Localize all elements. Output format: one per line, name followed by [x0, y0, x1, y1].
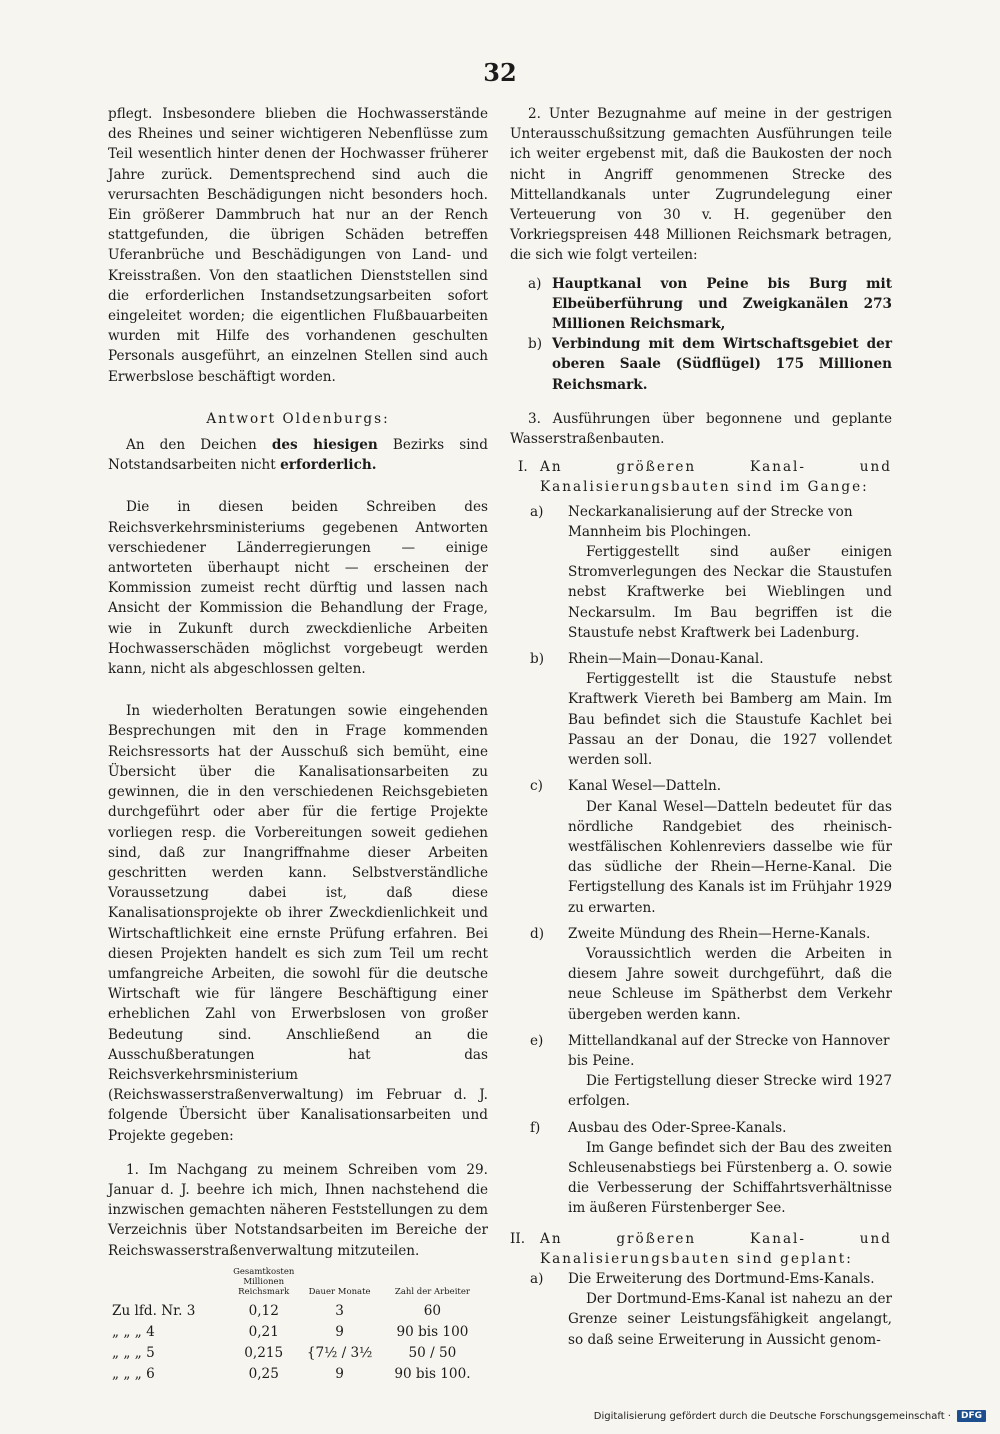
- emphasis-text: erforderlich.: [280, 457, 377, 474]
- dfg-logo: DFG: [957, 1410, 986, 1422]
- section-text: An größeren Kanal- und Kanalisierungsbauten sind geplant:: [540, 1230, 892, 1267]
- list-title: Die Erweiterung des Dortmund-Ems-Kanals.: [568, 1270, 875, 1287]
- table-row: [108, 1364, 488, 1385]
- right-column: [510, 104, 892, 1350]
- list-item: [528, 274, 892, 335]
- table-cell: „ „ „ 4: [112, 1323, 155, 1340]
- table-header-row: [108, 1267, 488, 1301]
- page-number: 32: [483, 58, 517, 87]
- paragraph: [108, 435, 488, 475]
- list-text: Die Fertigstellung dieser Strecke wird 1927 erfolgen.: [568, 1073, 892, 1110]
- table-cell: 90 bis 100.: [394, 1365, 471, 1382]
- table-cell: 50 / 50: [408, 1344, 457, 1361]
- table-cell: 0,215: [244, 1344, 284, 1361]
- list-item: [530, 1031, 892, 1112]
- table-cell: 3: [335, 1302, 344, 1319]
- table-row: [108, 1301, 488, 1322]
- list-text: Im Gange befindet sich der Bau des zweiten Schleusenabstiegs bei Fürstenberg a. O. sowie die Verbesserung der Schiffahrtsverhältnisse im äußeren Fürstenberger See.: [568, 1139, 892, 1217]
- footer: [594, 1408, 986, 1424]
- list-item: [530, 776, 892, 917]
- list-item: [530, 924, 892, 1025]
- paragraph: pflegt. Insbesondere blieben die Hochwasserstände des Rheines und seiner wichtigeren Nebenflüsse zum Teil wesentlich hinter denen der Hochwasser früherer Jahre zurück. Dementsprechend sind auch die verursachten Beschädigungen nicht besonders hoch. Ein größerer Dammbruch hat nur an der Rench stattgefunden, die übrigen Schäden betreffen Uferanbrüche und Beschädigungen von Land- und Kreisstraßen. Von den staatlichen Dienststellen sind die erforderlichen Instandsetzungsarbeiten sofort eingeleitet worden; die eigentlichen Flußbauarbeiten wurden mit Hilfe des vorhandenen geschulten Personals ausgeführt, an einzelnen Stellen sind auch Erwerbslose beschäftigt worden.: [108, 106, 488, 385]
- text-run: An den Deichen: [126, 437, 272, 454]
- list-item: [528, 334, 892, 395]
- list-item: [530, 1269, 892, 1350]
- table-row: [108, 1343, 488, 1364]
- left-column: [108, 104, 488, 1385]
- paragraph: 2. Unter Bezugnahme auf meine in der gestrigen Unterausschußsitzung gemachten Ausführungen teile ich weiter ergebenst mit, daß die Baukosten der noch nicht in Angriff genommenen Strecke des Mittellandkanals unter Zugrundelegung einer Verteuerung von 30 v. H. gegenüber den Vorkriegspreisen 448 Millionen Reichsmark betragen, die sich wie folgt verteilen:: [510, 106, 892, 264]
- section-heading: Antwort Oldenburgs:: [206, 410, 390, 427]
- list-text: Voraussichtlich werden die Arbeiten in diesem Jahre soweit durchgeführt, daß die neue Schleuse im Spätherbst dem Verkehr übergeben werden kann.: [568, 945, 892, 1023]
- list-label: a): [530, 1270, 544, 1287]
- section-I-list: [510, 502, 892, 1219]
- list-label: a): [530, 503, 544, 520]
- table-header: Dauer Monate: [308, 1286, 371, 1297]
- table-cell: {7½ / 3½: [306, 1344, 373, 1361]
- table-cell: 90 bis 100: [396, 1323, 469, 1340]
- list-text: Hauptkanal von Peine bis Burg mit Elbeüberführung und Zweigkanälen 273 Millionen Reichsmark,: [552, 275, 892, 333]
- emphasis-text: des hiesigen: [271, 437, 378, 454]
- list-item: [530, 1118, 892, 1219]
- paragraph: 3. Ausführungen über begonnene und geplante Wasserstraßenbauten.: [510, 410, 892, 448]
- table-cell: „ „ „ 5: [112, 1344, 155, 1361]
- list-label: f): [530, 1119, 541, 1136]
- list-item: [530, 502, 892, 643]
- section-heading: [510, 457, 892, 497]
- table-row: [108, 1322, 488, 1343]
- table-header: [108, 1267, 225, 1301]
- footer-text: Digitalisierung gefördert durch die Deutsche Forschungsgemeinschaft ·: [593, 1410, 951, 1422]
- table-header: Zahl der Arbeiter: [394, 1286, 470, 1297]
- table-cell: 0,25: [248, 1365, 279, 1382]
- list-title: Ausbau des Oder-Spree-Kanals.: [568, 1119, 787, 1136]
- list-item: [530, 649, 892, 770]
- section-label: I.: [518, 459, 528, 476]
- list-label: b): [530, 651, 545, 668]
- table-cell: Zu lfd. Nr. 3: [112, 1302, 196, 1319]
- paragraph: 1. Im Nachgang zu meinem Schreiben vom 29. Januar d. J. beehre ich mich, Ihnen nachstehend die inzwischen gemachten näheren Feststellungen zu dem Verzeichnis über Notstandsarbeiten im Bereiche der Reichswasserstraßenverwaltung mitzuteilen.: [108, 1161, 488, 1259]
- list-label: d): [530, 925, 545, 942]
- text-run: Bezirks sind Notstandsarbeiten nicht: [108, 437, 489, 474]
- list-text: Der Kanal Wesel—Datteln bedeutet für das nördliche Randgebiet des rheinisch-westfälischen Kohlenreviers dasselbe wie für das südliche der Rhein—Herne-Kanal. Die Fertigstellung des Kanals ist im Frühjahr 1929 zu erwarten.: [568, 798, 892, 916]
- table-cell: 9: [335, 1365, 344, 1382]
- list-label: a): [528, 275, 542, 292]
- section-label: II.: [510, 1230, 526, 1247]
- list-label: b): [528, 336, 543, 353]
- table-cell: 0,21: [248, 1323, 279, 1340]
- list-title: Rhein—Main—Donau-Kanal.: [568, 651, 764, 668]
- paragraph: Die in diesen beiden Schreiben des Reichsverkehrsministeriums gegebenen Antworten verschiedener Länderregierungen — einige antworteten überhaupt nicht — erscheinen der Kommission zumeist recht dürftig und lassen nach Ansicht der Kommission die Behandlung der Frage, wie in Zukunft durch zweckdienliche Arbeiten Hochwasserschäden möglichst vorgebeugt werden kann, nicht als abgeschlossen gelten.: [108, 499, 488, 678]
- list-text: Der Dortmund-Ems-Kanal ist nahezu an der Grenze seiner Leistungsfähigkeit angelangt, so daß seine Erweiterung in Aussicht genom-: [568, 1291, 892, 1348]
- list-text: Fertiggestellt ist die Staustufe nebst Kraftwerk Viereth bei Bamberg am Main. Im Bau befindet sich die Staustufe Kachlet bei Passau an der Donau, die 1927 vollendet werden soll.: [568, 671, 892, 769]
- section-text: An größeren Kanal- und Kanalisierungsbauten sind im Gange:: [540, 459, 892, 496]
- list-title: Zweite Mündung des Rhein—Herne-Kanals.: [568, 925, 871, 942]
- paragraph: In wiederholten Beratungen sowie eingehenden Besprechungen mit den in Frage kommenden Reichsressorts hat der Ausschuß sich bemüht, eine Übersicht über die Kanalisationsarbeiten zu gewinnen, die in den verschiedenen Reichsgebieten durchgeführt oder aber für die fertige Projekte vorliegen resp. die Vorbereitungen soweit gediehen sind, daß zur Inangriffnahme dieser Arbeiten geschritten werden kann. Selbstverständliche Voraussetzung dabei ist, daß diese Kanalisationsprojekte ob ihrer Zweckdienlichkeit und Wirtschaftlichkeit eine ernste Prüfung erfahren. Bei diesen Projekten handelt es sich zum Teil um recht umfangreiche Arbeiten, die sowohl für die deutsche Wirtschaft wie für längere Beschäftigung einer erheblichen Zahl von Erwerbslosen von großer Bedeutung sind. Anschließend an die Ausschußberatungen hat das Reichsverkehrsministerium (Reichswasserstraßenverwaltung) im Februar d. J. folgende Übersicht über Kanalisationsarbeiten und Projekte gegeben:: [108, 703, 488, 1144]
- list-title: Kanal Wesel—Datteln.: [568, 778, 722, 795]
- table-cell: 60: [423, 1302, 442, 1319]
- list-title: Neckarkanalisierung auf der Strecke von Mannheim bis Plochingen.: [568, 503, 853, 540]
- list-text: Fertiggestellt sind außer einigen Stromverlegungen des Neckar die Staustufen nebst Kraftwerke bei Wieblingen und Neckarsulm. Im Bau begriffen ist die Staustufe nebst Kraftwerk bei Ladenburg.: [568, 544, 892, 641]
- table-cell: 9: [335, 1323, 344, 1340]
- table-cell: „ „ „ 6: [112, 1365, 155, 1382]
- table-header: Gesamtkosten Millionen Reichsmark: [233, 1266, 295, 1297]
- list-title: Mittellandkanal auf der Strecke von Hannover bis Peine.: [568, 1032, 890, 1069]
- section-heading: [510, 1229, 892, 1269]
- list-text: Verbindung mit dem Wirtschaftsgebiet der oberen Saale (Südflügel) 175 Millionen Reichsmark.: [552, 336, 892, 393]
- table-cell: 0,12: [248, 1302, 279, 1319]
- cost-table: [108, 1267, 488, 1385]
- list-label: c): [530, 778, 543, 795]
- list-label: e): [530, 1032, 544, 1049]
